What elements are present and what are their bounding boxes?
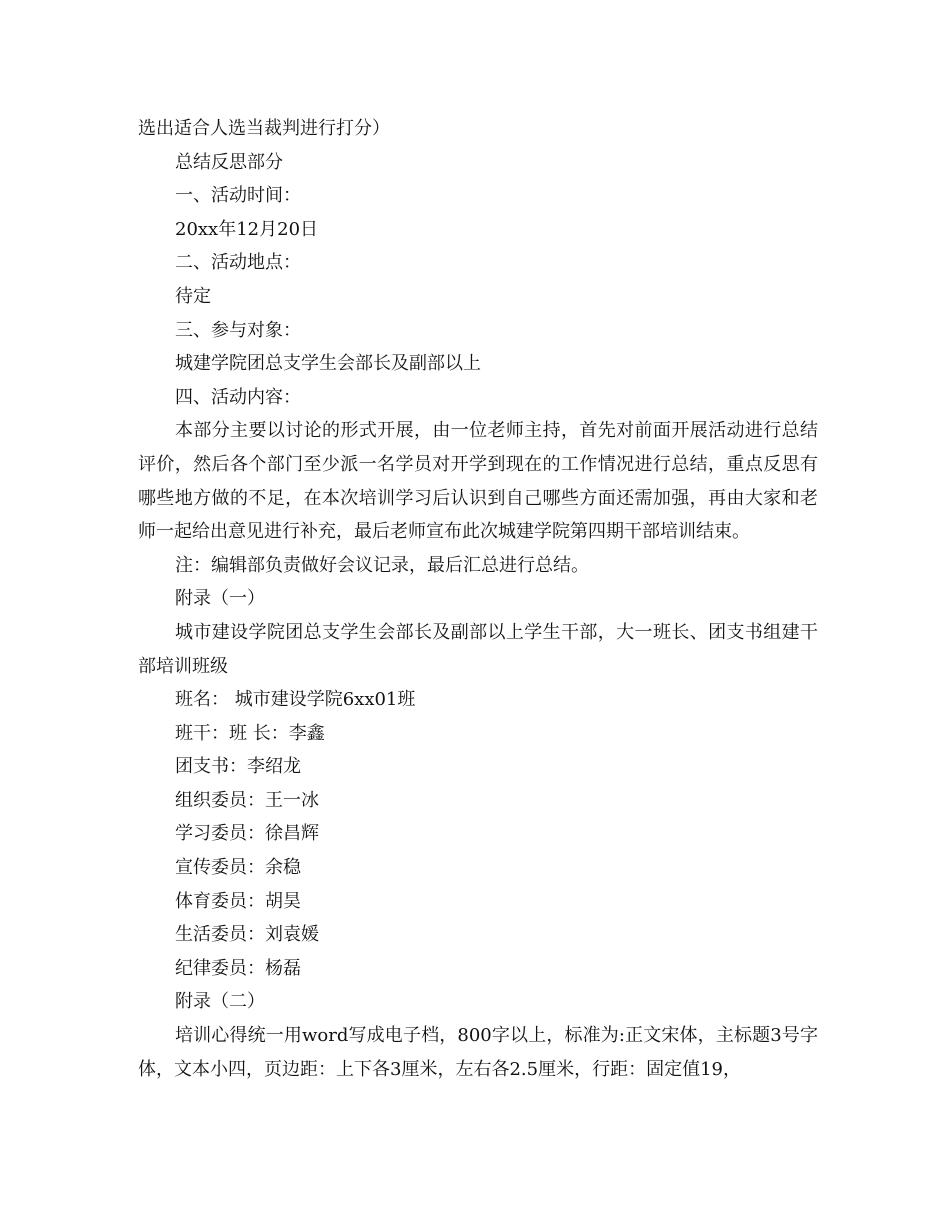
discipline-member-line: 纪律委员：杨磊 xyxy=(175,957,301,979)
class-monitor-line: 班干：班 长：李鑫 xyxy=(175,722,325,744)
participants-value: 城建学院团总支学生会部长及副部以上 xyxy=(175,353,481,375)
paragraph-continuation: 选出适合人选当裁判进行打分） xyxy=(138,118,390,139)
participants-heading: 三、参与对象： xyxy=(175,319,301,341)
activity-content-heading: 四、活动内容： xyxy=(175,386,301,408)
publicity-member-line: 宣传委员：余稳 xyxy=(175,857,301,879)
appendix-two-body: 培训心得统一用word写成电子档，800字以上，标准为:正文宋体，主标题3号字体，文本小四，页边距：上下各3厘米，左右各2.5厘米，行距：固定值19， xyxy=(138,1025,818,1080)
activity-time-value: 20xx年12月20日 xyxy=(175,218,319,240)
life-member-line: 生活委员：刘袁媛 xyxy=(175,924,319,946)
activity-place-value: 待定 xyxy=(175,285,211,307)
class-name-line: 班名： 城市建设学院6xx01班 xyxy=(175,689,416,711)
league-secretary-line: 团支书：李绍龙 xyxy=(175,756,301,778)
appendix-two-heading: 附录（二） xyxy=(175,991,265,1013)
section-heading-summary: 总结反思部分 xyxy=(175,151,283,173)
study-member-line: 学习委员：徐昌辉 xyxy=(175,823,319,845)
organization-member-line: 组织委员：王一冰 xyxy=(175,789,319,811)
appendix-one-heading: 附录（一） xyxy=(175,588,265,610)
activity-time-heading: 一、活动时间： xyxy=(175,185,301,207)
activity-content-body: 本部分主要以讨论的形式开展，由一位老师主持，首先对前面开展活动进行总结评价，然后各个部门至少派一名学员对开学到现在的工作情况进行总结，重点反思有哪些地方做的不足，在本次培训学习后认识到自己哪些方面还需加强，再由大家和老师一起给出意见进行补充，最后老师宣布此次城建学院第四期干部培训结束。 xyxy=(138,420,818,543)
appendix-one-description: 城市建设学院团总支学生会部长及副部以上学生干部，大一班长、团支书组建干部培训班级 xyxy=(138,621,818,677)
activity-place-heading: 二、活动地点： xyxy=(175,252,301,274)
document-body xyxy=(138,112,818,1086)
note-paragraph: 注：编辑部负责做好会议记录，最后汇总进行总结。 xyxy=(175,554,589,576)
sports-member-line: 体育委员：胡昊 xyxy=(175,890,301,912)
